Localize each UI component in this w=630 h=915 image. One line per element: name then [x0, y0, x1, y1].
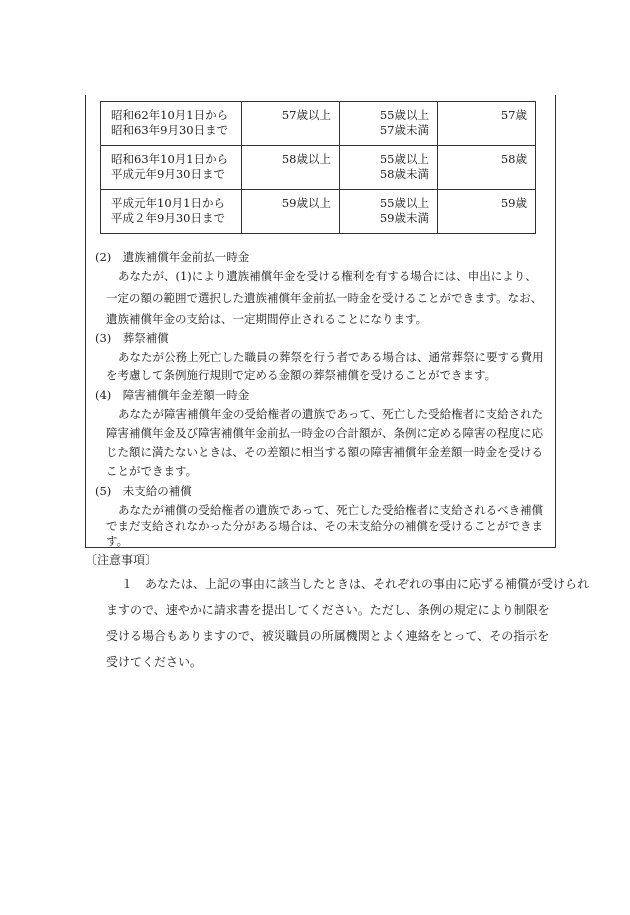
period-start: 昭和63年10月1日から [111, 152, 229, 166]
section-line: 障害補償年金及び障害補償年金前払一時金の合計額が、条例に定める障害の程度に応 [106, 426, 543, 440]
age-a-cell: 59歳以上 [242, 190, 340, 234]
period-cell [101, 146, 242, 190]
age-table [100, 101, 536, 234]
table-row [101, 102, 536, 146]
notes-line: ますので、速やかに請求書を提出してください。ただし、条例の規定により制限を [106, 603, 550, 617]
age-c-cell: 59歳 [438, 190, 536, 234]
age-a-cell: 57歳以上 [242, 102, 340, 146]
section-heading: (3) 葬祭補償 [95, 331, 169, 345]
section-line: でまだ支給されなかった分がある場合は、その未支給分の補償を受けることができま [106, 519, 543, 533]
section-line: を考慮して条例施行規則で定める金額の葬祭補償を受けることができます。 [106, 368, 497, 382]
table-row [101, 146, 536, 190]
section-line: 遺族補償年金の支給は、一定期間停止されることになります。 [106, 312, 428, 326]
table-row [101, 190, 536, 234]
section-heading: (2) 遺族補償年金前払一時金 [95, 250, 250, 264]
section-line: あなたが、(1)により遺族補償年金を受ける権利を有する場合には、申出により、 [118, 269, 537, 283]
age-c-cell: 58歳 [438, 146, 536, 190]
age-b-cell: 55歳以上 59歳未満 [340, 190, 438, 234]
period-end: 平成２年9月30日まで [111, 211, 225, 225]
period-start: 昭和62年10月1日から [111, 108, 229, 122]
period-end: 平成元年9月30日まで [111, 167, 225, 181]
section-line: あなたが障害補償年金の受給権者の遺族であって、死亡した受給権者に支給された [118, 407, 544, 421]
notes-line: あなたは、上記の事由に該当したときは、それぞれの事由に応ずる補償が受けられ [145, 577, 590, 591]
section-line: す。 [106, 534, 129, 548]
notes-line: 受けてください。 [106, 655, 203, 669]
age-b-cell: 55歳以上 58歳未満 [340, 146, 438, 190]
section-line: 一定の額の範囲で選択した遺族補償年金前払一時金を受けることができます。なお、 [106, 291, 543, 305]
period-cell [101, 102, 242, 146]
notes-item-number: １ [121, 577, 134, 591]
age-c-cell: 57歳 [438, 102, 536, 146]
notes-heading: 〔注意事項〕 [85, 553, 158, 567]
section-heading: (4) 障害補償年金差額一時金 [95, 388, 250, 402]
section-line: じた額に満たないときは、その差額に相当する額の障害補償年金差額一時金を受ける [106, 445, 543, 459]
period-cell [101, 190, 242, 234]
period-end: 昭和63年9月30日まで [111, 123, 229, 137]
age-b-cell: 55歳以上 57歳未満 [340, 102, 438, 146]
period-start: 平成元年10月1日から [111, 196, 225, 210]
section-line: あなたが補償の受給権者の遺族であって、死亡した受給権者に支給されるべき補償 [118, 503, 544, 517]
notes-line: 受ける場合もありますので、被災職員の所属機関とよく連絡をとって、その指示を [106, 629, 550, 643]
section-line: あなたが公務上死亡した職員の葬祭を行う者である場合は、通常葬祭に要する費用 [118, 350, 544, 364]
section-heading: (5) 未支給の補償 [95, 484, 192, 498]
age-a-cell: 58歳以上 [242, 146, 340, 190]
section-line: ことができます。 [106, 464, 198, 478]
